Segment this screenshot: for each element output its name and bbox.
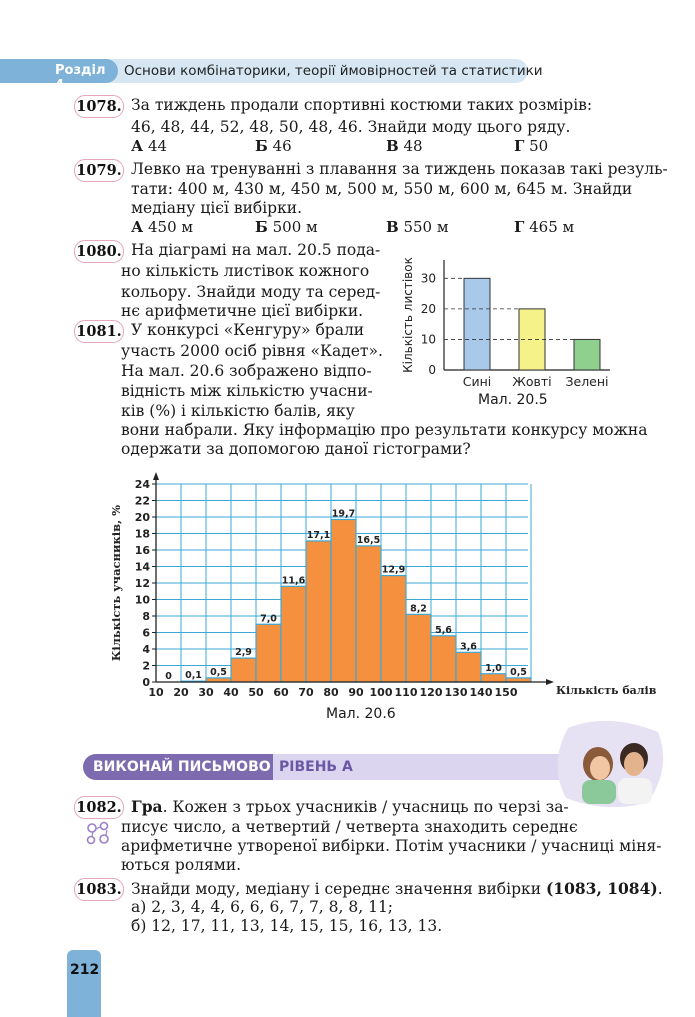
problem-number: 1079. [74, 159, 124, 182]
answer-option: Б 46 [255, 137, 292, 155]
chart-caption: Мал. 20.6 [326, 706, 396, 722]
bar [574, 339, 600, 370]
problem-text: участь 2000 осіб рівня «Кадет». [121, 342, 383, 360]
problem-number: 1081. [74, 320, 124, 343]
y-tick-label: 4 [142, 643, 150, 656]
problem-text: 46, 48, 44, 52, 48, 50, 48, 46. Знайди моду цього ряду. [131, 118, 571, 136]
x-tick-label: Жовті [512, 374, 552, 389]
x-tick-label: 110 [394, 686, 418, 699]
score-histogram [100, 470, 670, 710]
histogram-bar [481, 674, 506, 682]
section-label: Розділ 4 [55, 63, 106, 93]
problem-text: Знайди моду, медіану і середнє значення вибірки (1083, 1084). [131, 879, 663, 898]
bar-value-label: 0,1 [185, 670, 202, 682]
section-title: Основи комбінаторики, теорії ймовірностей та статистики [124, 63, 543, 79]
problem-text: На діаграмі на мал. 20.5 пода- [131, 241, 381, 259]
y-tick-label: 20 [420, 301, 436, 316]
y-tick-label: 6 [142, 626, 150, 640]
answer-option: А 44 [131, 137, 168, 155]
y-tick-label: 14 [134, 560, 150, 574]
x-tick-label: Сині [462, 374, 492, 389]
histogram-bar [456, 652, 481, 682]
y-tick-label: 30 [420, 271, 436, 286]
problem-text: За тиждень продали спортивні костюми таких розмірів: [131, 96, 593, 114]
x-axis-label: Кількість балів [556, 684, 657, 697]
problem-text: нє арифметичне цієї вибірки. [121, 302, 364, 320]
bar-value-label: 7,0 [260, 613, 277, 625]
y-axis-arrow [153, 472, 159, 480]
y-tick-label: 0 [428, 363, 436, 377]
y-tick-label: 24 [134, 478, 150, 491]
answer-option: Г 50 [514, 137, 549, 155]
problem-text: тати: 400 м, 430 м, 450 м, 500 м, 550 м, 600 м, 645 м. Знайди [131, 180, 633, 198]
level-banner-label: РІВЕНЬ А [279, 759, 353, 775]
y-tick-label: 2 [142, 659, 150, 673]
bar-value-label: 16,5 [356, 534, 381, 546]
bar-value-label: 1,0 [485, 662, 502, 674]
x-tick-label: 80 [323, 686, 339, 699]
y-tick-label: 22 [134, 494, 150, 508]
problem-text: На мал. 20.6 зображено відпо- [121, 362, 372, 380]
bar [464, 278, 490, 370]
answer-option: Г 465 м [514, 218, 575, 236]
problem-text: писує число, а четвертий / четверта знаходить середнє [121, 818, 578, 836]
x-tick-label: 10 [148, 686, 164, 699]
problem-number: 1078. [74, 95, 124, 118]
histogram-bar [431, 636, 456, 682]
x-tick-label: 70 [298, 686, 314, 699]
x-axis-arrow [546, 679, 554, 685]
y-tick-label: 20 [134, 511, 150, 524]
problem-text: У конкурсі «Кенгуру» брали [131, 321, 365, 339]
histogram-bar [331, 519, 356, 682]
answer-option: Б 500 м [255, 218, 318, 236]
y-axis-label: Кількість учасників, % [109, 504, 123, 662]
histogram-bar [231, 658, 256, 682]
y-tick-label: 0 [142, 676, 150, 689]
bar-value-label: 11,6 [281, 575, 306, 587]
y-axis-label: Кількість листівок [401, 257, 415, 373]
problem-text: одержати за допомогою даної гістограми? [121, 440, 471, 458]
histogram-bar [406, 614, 431, 682]
x-tick-label: 50 [248, 686, 264, 699]
page-number: 212 [70, 962, 100, 978]
page-tab [67, 950, 101, 1017]
histogram-bar [381, 576, 406, 682]
histogram-bar [256, 624, 281, 682]
x-tick-label: 140 [469, 686, 493, 699]
bar-value-label: 3,6 [460, 641, 477, 653]
answer-option: В 48 [386, 137, 423, 155]
x-tick-label: 130 [444, 686, 468, 699]
histogram-bar [306, 541, 331, 682]
y-tick-label: 8 [142, 610, 150, 623]
problem-number: 1082. [74, 796, 124, 819]
bar-value-label: 0,5 [210, 666, 227, 678]
y-tick-label: 10 [420, 332, 436, 347]
problem-text: Левко на тренуванні з плавання за тиждень показав такі резуль- [131, 160, 668, 178]
bar-value-label: 0 [165, 671, 172, 682]
problem-text: вони набрали. Яку інформацію про результати конкурсу можна [121, 421, 648, 439]
x-tick-label: Зелені [565, 374, 609, 389]
y-tick-label: 10 [134, 593, 150, 607]
section-tag [0, 59, 118, 93]
group-work-icon [84, 820, 112, 846]
bar-value-label: 0,5 [510, 666, 527, 678]
game-label: Гра [131, 797, 163, 816]
problem-text: ків (%) і кількістю балів, яку [121, 402, 355, 420]
x-tick-label: 60 [273, 686, 289, 699]
write-banner-label: ВИКОНАЙ ПИСЬМОВО [93, 759, 271, 775]
bar-value-label: 12,9 [381, 564, 406, 576]
problem-number: 1083. [74, 878, 124, 901]
bar-value-label: 17,1 [306, 529, 331, 541]
x-tick-label: 40 [223, 686, 239, 699]
problem-text: кольору. Знайди моду та серед- [121, 283, 381, 301]
histogram-bar [281, 586, 306, 682]
chart-caption: Мал. 20.5 [478, 392, 548, 408]
problem-text: медіану цієї вибірки. [131, 199, 303, 217]
problem-text: ються ролями. [121, 856, 242, 874]
problem-number: 1080. [74, 240, 124, 263]
bar-value-label: 8,2 [410, 603, 427, 615]
y-tick-label: 12 [134, 577, 150, 590]
bar-value-label: 2,9 [235, 647, 252, 659]
sample-item: а) 2, 3, 4, 4, 6, 6, 6, 7, 7, 8, 8, 11; [131, 898, 394, 916]
bar-value-label: 19,7 [331, 508, 356, 520]
bar-value-label: 5,6 [435, 624, 452, 636]
y-tick-label: 18 [134, 527, 150, 541]
problem-text: відність між кількістю учасни- [121, 382, 373, 400]
sample-item: б) 12, 17, 11, 13, 14, 15, 15, 16, 13, 13. [131, 917, 443, 935]
y-tick-label: 16 [134, 544, 150, 557]
answer-option: А 450 м [131, 218, 194, 236]
histogram-bar [356, 546, 381, 682]
answer-option: В 550 м [386, 218, 449, 236]
problem-text: но кількість листівок кожного [121, 262, 370, 280]
x-tick-label: 100 [369, 686, 393, 699]
x-tick-label: 150 [494, 686, 518, 699]
x-tick-label: 90 [348, 686, 364, 699]
problem-text: арифметичне утвореної вибірки. Потім учасники / учасниці міня- [121, 837, 662, 855]
problem-text: Гра. Кожен з трьох учасників / учасниць по черзі за- [131, 797, 569, 816]
x-tick-label: 20 [173, 686, 189, 699]
x-tick-label: 30 [198, 686, 214, 699]
x-tick-label: 120 [419, 686, 443, 699]
